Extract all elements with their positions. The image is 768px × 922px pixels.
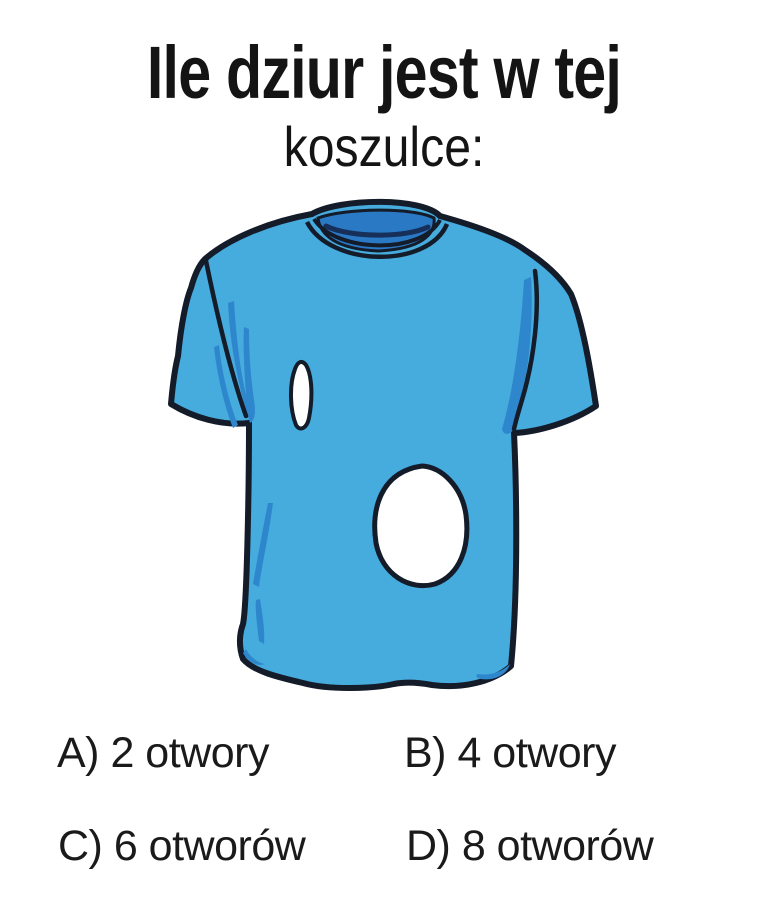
- question-title-line2: koszulce:: [283, 115, 485, 178]
- option-a: A) 2 otwory: [57, 729, 269, 777]
- large-hole: [375, 466, 467, 586]
- question-title-line1: Ile dziur jest w tej: [146, 31, 622, 114]
- tshirt-svg: [110, 185, 655, 710]
- tshirt-illustration: [110, 185, 655, 710]
- tshirt-body: [171, 202, 596, 688]
- small-hole: [291, 362, 311, 429]
- option-d: D) 8 otworów: [406, 822, 654, 870]
- option-b: B) 4 otwory: [404, 729, 616, 777]
- option-c: C) 6 otworów: [58, 822, 306, 870]
